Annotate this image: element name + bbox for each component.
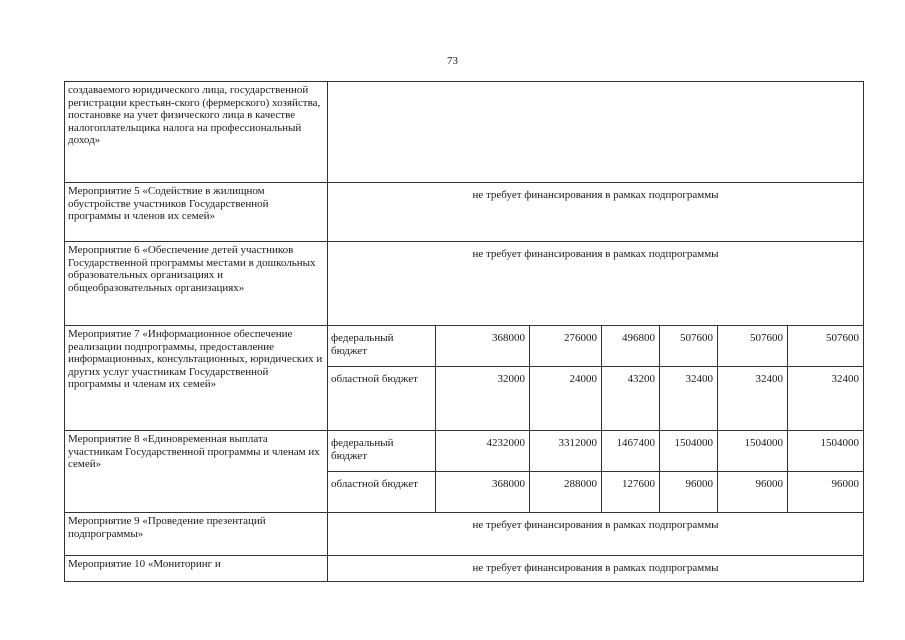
page-number: 73 (447, 55, 458, 67)
table-row (65, 513, 864, 556)
table-row (65, 326, 864, 367)
measure-name: Мероприятие 8 «Единовременная выплата участникам Государственной программы и членам их семей» (65, 431, 328, 513)
table-row (65, 183, 864, 242)
table-row (65, 556, 864, 582)
value-cell: 1504000 (718, 431, 788, 472)
value-cell: 1467400 (602, 431, 660, 472)
financing-note: не требует финансирования в рамках подпрограммы (328, 242, 864, 326)
value-cell: 368000 (436, 326, 530, 367)
measure-name: создаваемого юридического лица, государственной регистрации крестьян-ского (фермерского) хозяйства, постановке на учет физического лица в качестве налогоплательщика налога на профессиональный доход» (65, 82, 328, 183)
value-cell: 507600 (660, 326, 718, 367)
table-row (65, 431, 864, 472)
value-cell: 32400 (788, 367, 864, 431)
value-cell: 43200 (602, 367, 660, 431)
funding-source: областной бюджет (328, 367, 436, 431)
funding-source: федеральный бюджет (328, 326, 436, 367)
financing-note: не требует финансирования в рамках подпрограммы (328, 513, 864, 556)
value-cell: 32000 (436, 367, 530, 431)
value-cell: 507600 (718, 326, 788, 367)
financing-note (328, 82, 864, 183)
funding-table (64, 81, 864, 582)
value-cell: 3312000 (530, 431, 602, 472)
value-cell: 288000 (530, 472, 602, 513)
financing-note: не требует финансирования в рамках подпрограммы (328, 556, 864, 582)
value-cell: 4232000 (436, 431, 530, 472)
value-cell: 96000 (788, 472, 864, 513)
table-row (65, 82, 864, 183)
value-cell: 96000 (660, 472, 718, 513)
value-cell: 276000 (530, 326, 602, 367)
funding-source: областной бюджет (328, 472, 436, 513)
funding-source: федеральный бюджет (328, 431, 436, 472)
value-cell: 1504000 (660, 431, 718, 472)
value-cell: 507600 (788, 326, 864, 367)
measure-name: Мероприятие 10 «Мониторинг и (65, 556, 328, 582)
value-cell: 127600 (602, 472, 660, 513)
value-cell: 96000 (718, 472, 788, 513)
measure-name: Мероприятие 7 «Информационное обеспечение реализации подпрограммы, предоставление информационных, консультационных, юридических и других услуг участникам Государственной программы и членам их семей» (65, 326, 328, 431)
measure-name: Мероприятие 5 «Содействие в жилищном обустройстве участников Государственной программы и членов их семей» (65, 183, 328, 242)
value-cell: 32400 (660, 367, 718, 431)
financing-note: не требует финансирования в рамках подпрограммы (328, 183, 864, 242)
value-cell: 32400 (718, 367, 788, 431)
value-cell: 496800 (602, 326, 660, 367)
value-cell: 24000 (530, 367, 602, 431)
measure-name: Мероприятие 9 «Проведение презентаций подпрограммы» (65, 513, 328, 556)
value-cell: 368000 (436, 472, 530, 513)
value-cell: 1504000 (788, 431, 864, 472)
measure-name: Мероприятие 6 «Обеспечение детей участников Государственной программы местами в дошкольных образовательных организациях и общеобразовательных организациях» (65, 242, 328, 326)
table-row (65, 242, 864, 326)
